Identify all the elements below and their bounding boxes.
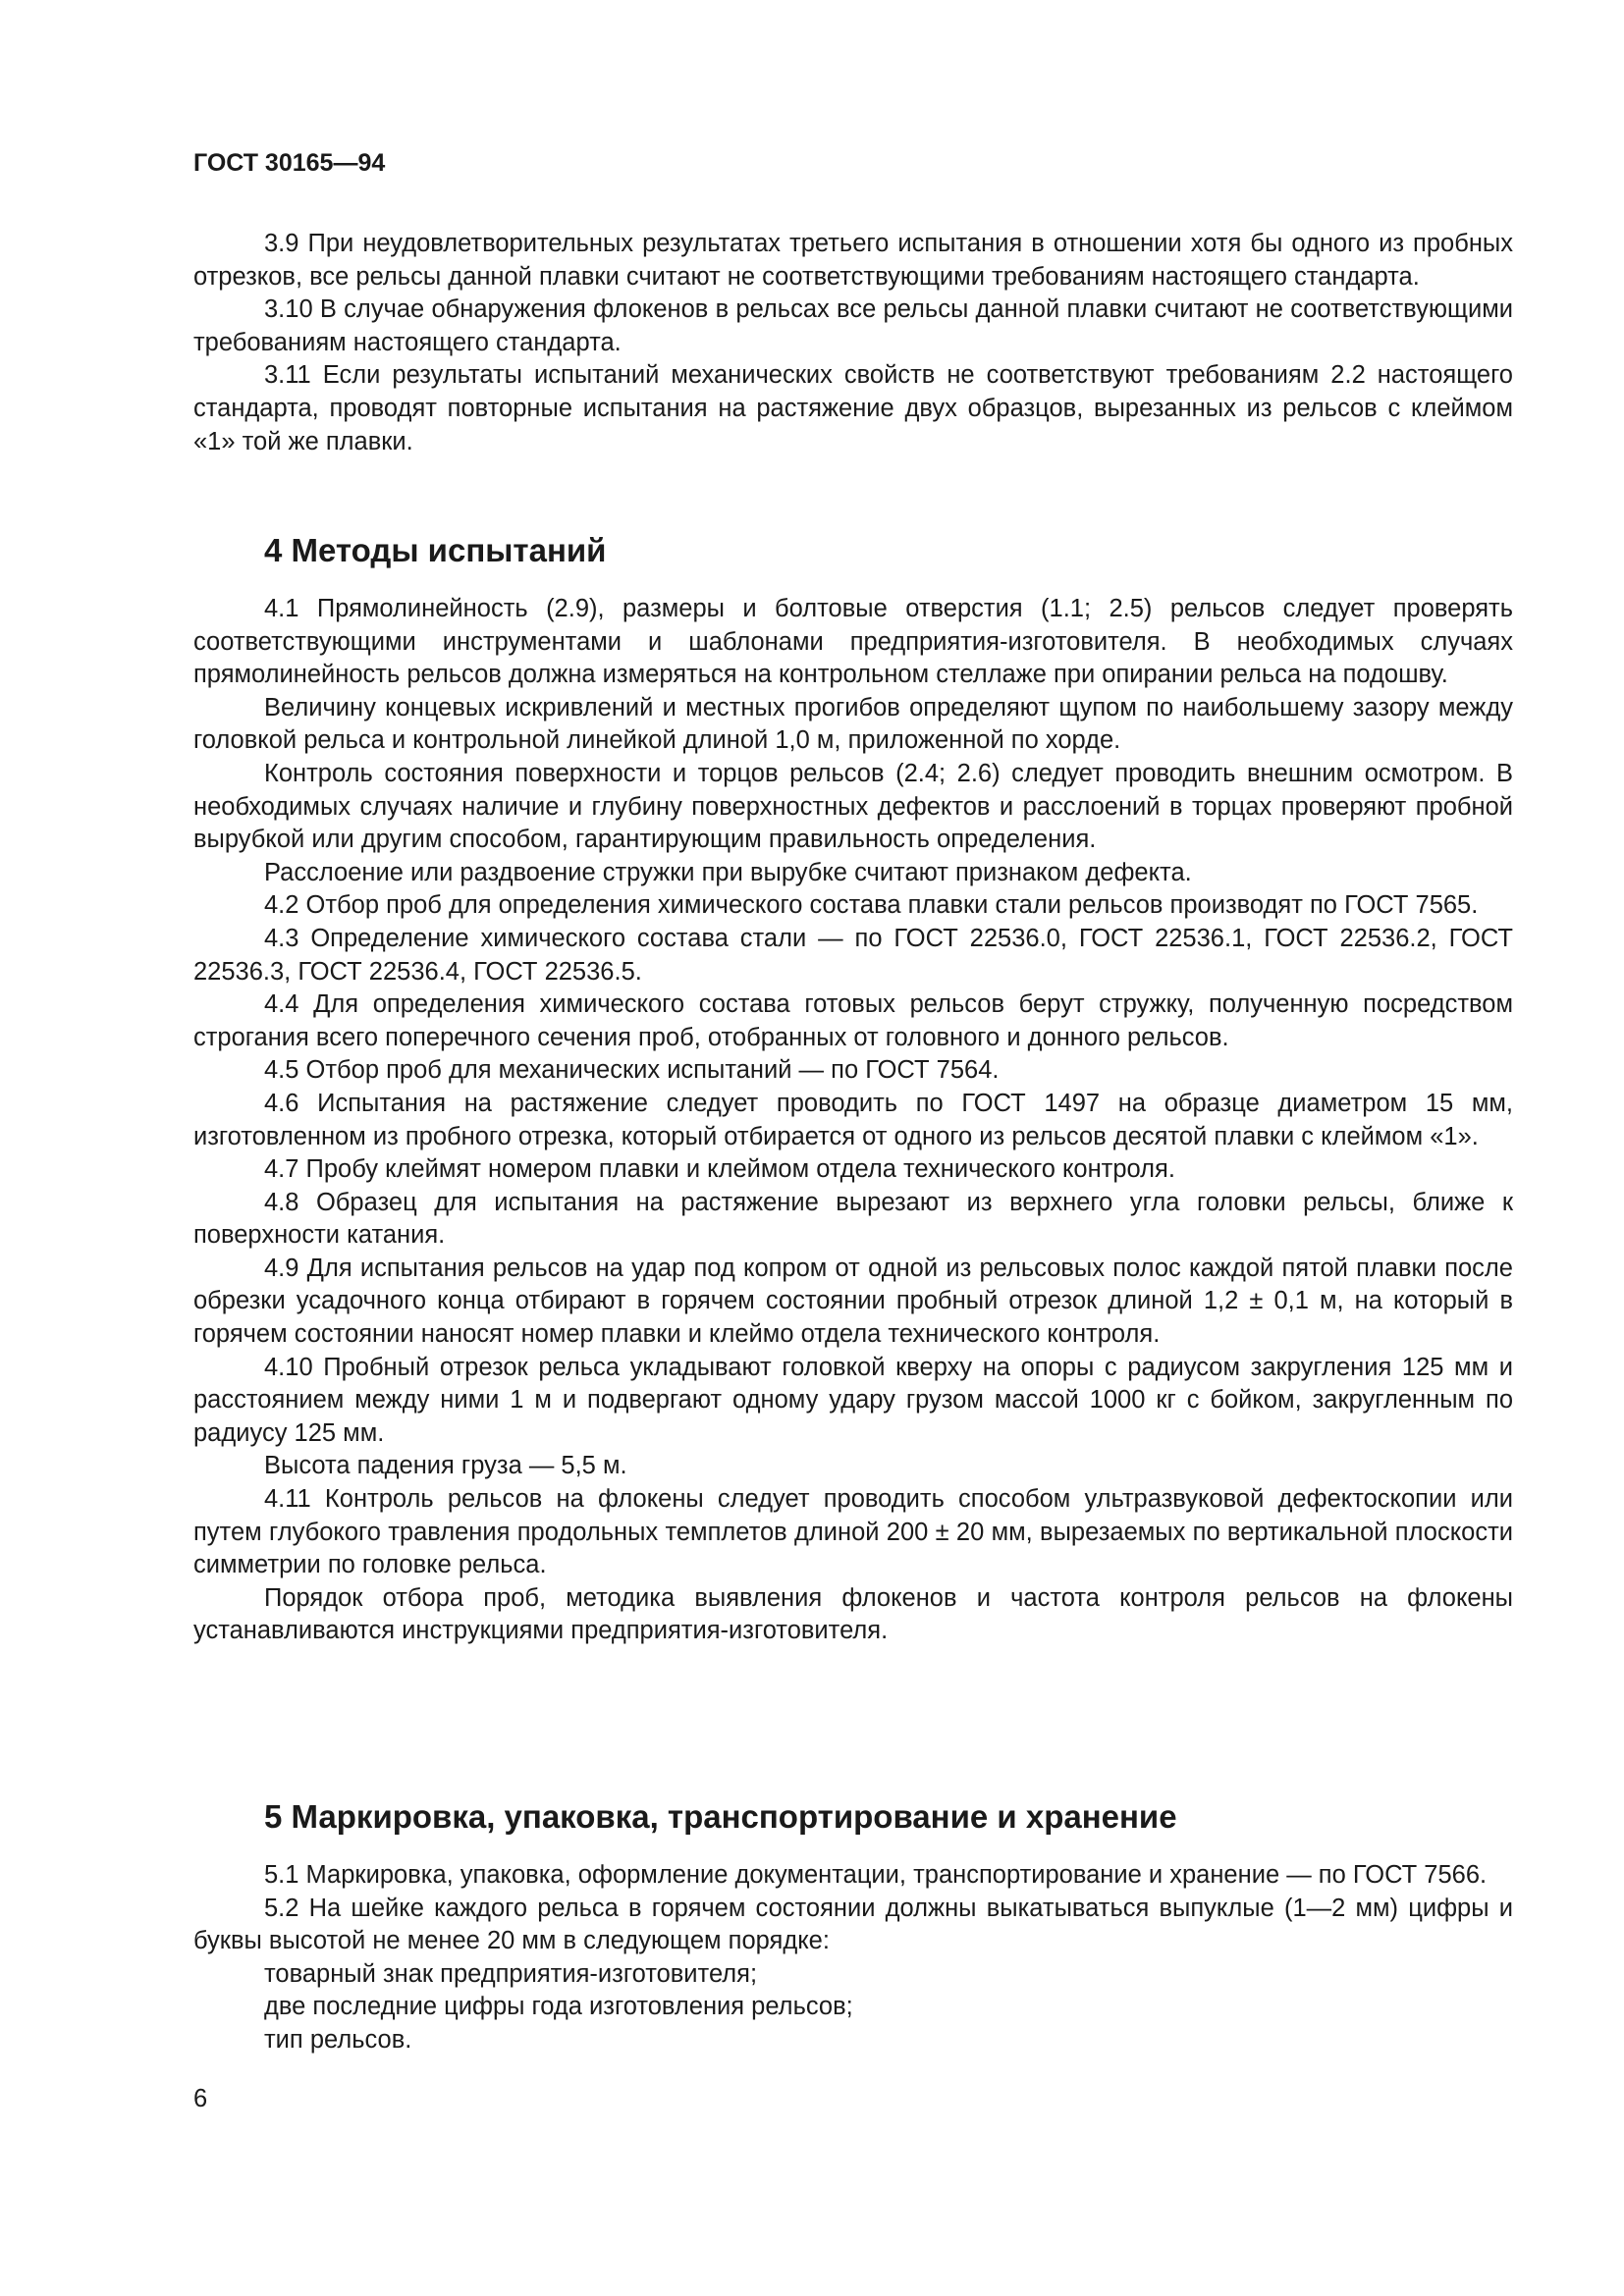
paragraph-4-8: 4.8 Образец для испытания на растяжение вырезают из верхнего угла головки рельсы, ближе к поверхности катания. bbox=[193, 1188, 1513, 1250]
section-5-body bbox=[193, 1859, 1513, 2057]
paragraph-5-2: 5.2 На шейке каждого рельса в горячем состоянии должны выкатываться выпуклые (1—2 мм) цифры и буквы высотой не менее 20 мм в следующем порядке: bbox=[193, 1894, 1513, 1955]
paragraph-4-6: 4.6 Испытания на растяжение следует проводить по ГОСТ 1497 на образце диаметром 15 мм, изготовленном из пробного отрезка, который отбирается от одного из рельсов десятой плавки с клеймом «1». bbox=[193, 1089, 1513, 1150]
paragraph-4-5: 4.5 Отбор проб для механических испытаний — по ГОСТ 7564. bbox=[264, 1056, 1000, 1085]
list-item: тип рельсов. bbox=[264, 2025, 412, 2054]
section-4-body bbox=[193, 593, 1513, 1648]
paragraph-3-9: 3.9 При неудовлетворительных результатах третьего испытания в отношении хотя бы одного из пробных отрезков, все рельсы данной плавки считают не соответствующими требованиям настоящего стандарта. bbox=[193, 230, 1513, 291]
paragraph-4-10: 4.10 Пробный отрезок рельса укладывают головкой кверху на опоры с радиусом закругления 125 мм и расстоянием между ними 1 м и подвергают одному удару грузом массой 1000 кг с бойком, закругленным по радиусу 125 мм. bbox=[193, 1353, 1513, 1447]
paragraph-4-1-curvature: Величину концевых искривлений и местных прогибов определяют щупом по наибольшему зазору между головкой рельса и контрольной линейкой длиной 1,0 м, приложенной по хорде. bbox=[193, 693, 1513, 755]
paragraph-4-1: 4.1 Прямолинейность (2.9), размеры и болтовые отверстия (1.1; 2.5) рельсов следует проверять соответствующими инструментами и шаблонами предприятия-изготовителя. В необходимых случаях прямолинейность рельсов должна измеряться на контрольном стеллаже при опирании рельса на подошву. bbox=[193, 595, 1513, 689]
list-item: две последние цифры года изготовления рельсов; bbox=[264, 1993, 853, 2021]
section-3-continued bbox=[193, 228, 1513, 458]
document-header: ГОСТ 30165—94 bbox=[193, 149, 386, 177]
paragraph-4-3: 4.3 Определение химического состава стали — по ГОСТ 22536.0, ГОСТ 22536.1, ГОСТ 22536.2, ГОСТ 22536.3, ГОСТ 22536.4, ГОСТ 22536.5. bbox=[193, 924, 1513, 986]
paragraph-4-9: 4.9 Для испытания рельсов на удар под копром от одной из рельсовых полос каждой пятой плавки после обрезки усадочного конца отбирают в горячем состоянии пробный отрезок длиной 1,2 ± 0,1 м, на который в горячем состоянии наносят номер плавки и клеймо отдела технического контроля. bbox=[193, 1254, 1513, 1349]
paragraph-4-11: 4.11 Контроль рельсов на флокены следует проводить способом ультразвуковой дефектоскопии или путем глубокого травления продольных темплетов длиной 200 ± 20 мм, вырезаемых по вертикальной плоскости симметрии по головке рельса. bbox=[193, 1485, 1513, 1579]
paragraph-4-4: 4.4 Для определения химического состава готовых рельсов берут стружку, полученную посредством строгания всего поперечного сечения проб, отобранных от головного и донного рельсов. bbox=[193, 990, 1513, 1051]
paragraph-4-1-surface: Контроль состояния поверхности и торцов рельсов (2.4; 2.6) следует проводить внешним осмотром. В необходимых случаях наличие и глубину поверхностных дефектов и расслоений в торцах проверяют пробной вырубкой или другим способом, гарантирующим правильность определения. bbox=[193, 759, 1513, 854]
section-4-heading: 4 Методы испытаний bbox=[264, 532, 607, 568]
paragraph-4-1-delamination: Расслоение или раздвоение стружки при вырубке считают признаком дефекта. bbox=[264, 858, 1192, 886]
section-5-heading: 5 Маркировка, упаковка, транспортирование и хранение bbox=[264, 1798, 1177, 1835]
paragraph-4-10-height: Высота падения груза — 5,5 м. bbox=[264, 1452, 627, 1480]
paragraph-4-2: 4.2 Отбор проб для определения химического состава плавки стали рельсов производят по ГОСТ 7565. bbox=[264, 891, 1479, 920]
paragraph-3-10: 3.10 В случае обнаружения флокенов в рельсах все рельсы данной плавки считают не соответствующими требованиям настоящего стандарта. bbox=[193, 295, 1513, 356]
page-number: 6 bbox=[193, 2085, 208, 2112]
list-item: товарный знак предприятия-изготовителя; bbox=[264, 1959, 758, 1988]
paragraph-4-11-procedure: Порядок отбора проб, методика выявления флокенов и частота контроля рельсов на флокены устанавливаются инструкциями предприятия-изготовителя. bbox=[193, 1583, 1513, 1645]
paragraph-4-7: 4.7 Пробу клеймят номером плавки и клеймом отдела технического контроля. bbox=[264, 1155, 1175, 1184]
paragraph-3-11: 3.11 Если результаты испытаний механических свойств не соответствуют требованиям 2.2 настоящего стандарта, проводят повторные испытания на растяжение двух образцов, вырезанных из рельсов с клеймом «1» той же плавки. bbox=[193, 361, 1513, 455]
paragraph-5-1: 5.1 Маркировка, упаковка, оформление документации, транспортирование и хранение — по ГОСТ 7566. bbox=[264, 1861, 1488, 1889]
